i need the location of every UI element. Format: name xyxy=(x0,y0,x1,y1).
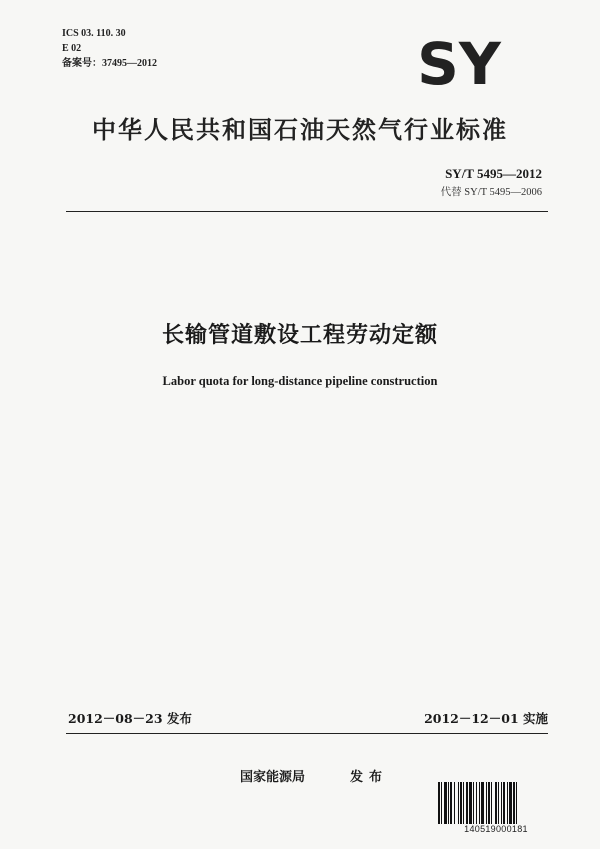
barcode-bar xyxy=(444,782,447,824)
barcode-bar xyxy=(473,782,474,824)
issuing-body-title: 中华人民共和国石油天然气行业标准 xyxy=(92,116,508,144)
standard-number-block xyxy=(441,166,542,199)
barcode-bar xyxy=(501,782,502,824)
top-divider xyxy=(66,211,548,212)
barcode-bar xyxy=(463,782,464,824)
barcode-bar xyxy=(438,782,440,824)
barcode-bar xyxy=(516,782,517,824)
barcode-bar xyxy=(507,782,508,824)
document-title-en: Labor quota for long-distance pipeline construction xyxy=(162,374,438,388)
bottom-divider xyxy=(66,733,548,734)
class-code: E 02 xyxy=(62,43,82,54)
barcode-bar xyxy=(513,782,515,824)
barcode-bar xyxy=(466,782,468,824)
barcode-bar xyxy=(498,782,499,824)
sy-logo-text: SY xyxy=(417,34,501,90)
replaces-standard: 代替 SY/T 5495—2006 xyxy=(440,187,542,198)
classification-block xyxy=(62,26,157,71)
effective-date: 2012－12－01 实施 xyxy=(424,711,548,726)
barcode-bar xyxy=(448,782,449,824)
barcode-number: 140519000181 xyxy=(464,824,528,834)
issuing-authority: 国家能源局 xyxy=(240,770,306,785)
issue-label: 发布 xyxy=(350,770,389,785)
barcode-bar xyxy=(488,782,490,824)
barcode-bar xyxy=(479,782,480,824)
barcode-bar xyxy=(495,782,497,824)
barcode-bar xyxy=(450,782,452,824)
standard-number: SY/T 5495—2012 xyxy=(445,166,542,181)
sy-logo xyxy=(404,34,514,90)
ics-code: ICS 03. 110. 30 xyxy=(62,28,126,39)
barcode-bar xyxy=(476,782,477,824)
barcode-bar xyxy=(441,782,442,824)
publish-date: 2012－08－23 发布 xyxy=(68,711,192,726)
barcode-bar xyxy=(454,782,455,824)
barcode-bar xyxy=(509,782,512,824)
barcode-bar xyxy=(486,782,487,824)
barcode-bar xyxy=(460,782,462,824)
barcode-bar xyxy=(491,782,492,824)
barcode-bar xyxy=(458,782,459,824)
barcode-bar xyxy=(469,782,472,824)
barcode-graphic xyxy=(436,782,556,824)
document-title-cn: 长输管道敷设工程劳动定额 xyxy=(161,323,438,348)
barcode-bar xyxy=(503,782,505,824)
barcode-bar xyxy=(481,782,484,824)
record-number: 备案号：37495—2012 xyxy=(62,58,157,69)
